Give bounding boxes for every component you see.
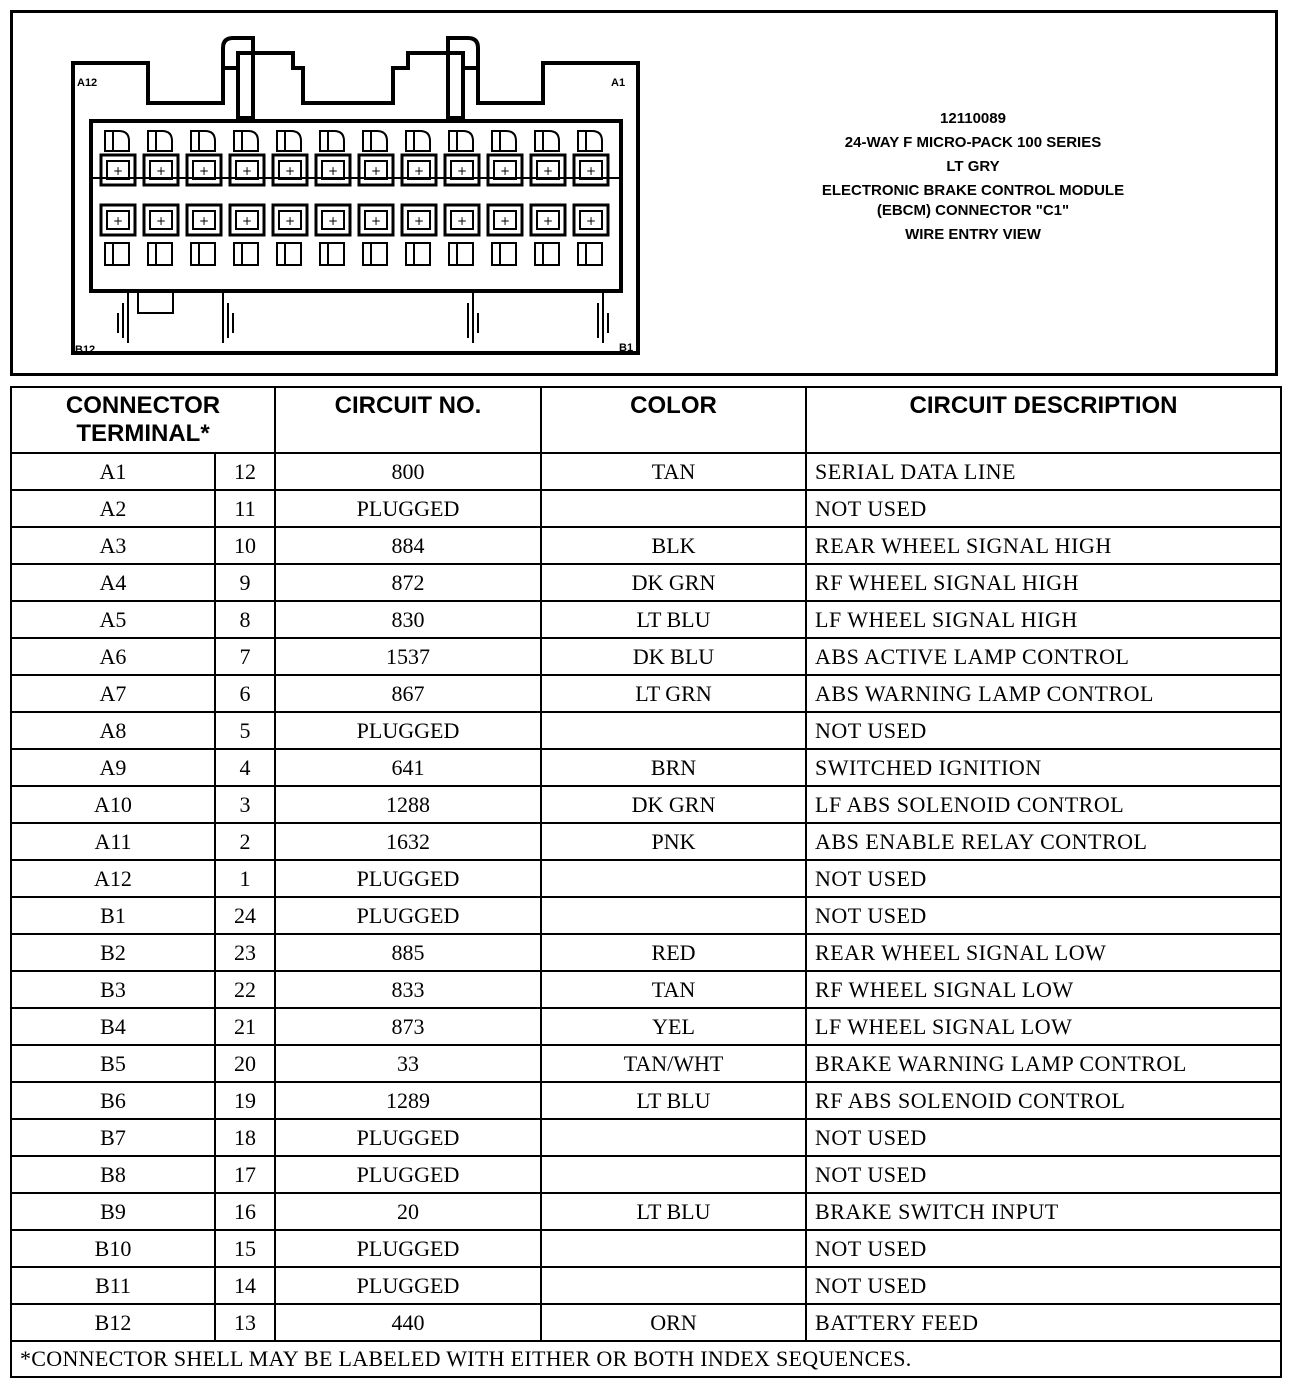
cell-index: 12 <box>215 453 275 490</box>
latch-window <box>363 243 387 265</box>
cell-circuit: PLUGGED <box>275 897 541 934</box>
cell-description: NOT USED <box>806 490 1281 527</box>
terminal-cavity-row-b <box>488 205 522 235</box>
cell-terminal: B12 <box>11 1304 215 1341</box>
cell-terminal: A8 <box>11 712 215 749</box>
latch-window <box>578 243 602 265</box>
table-row <box>11 1119 1281 1156</box>
pinout-table <box>10 386 1282 1378</box>
cell-color <box>541 1230 806 1267</box>
cell-description: RF WHEEL SIGNAL LOW <box>806 971 1281 1008</box>
table-row <box>11 1156 1281 1193</box>
connector-face-diagram <box>63 33 663 373</box>
terminal-cavity-row-a <box>402 155 436 185</box>
cell-description: NOT USED <box>806 712 1281 749</box>
cell-terminal: B11 <box>11 1267 215 1304</box>
cell-terminal: B9 <box>11 1193 215 1230</box>
cell-circuit: 833 <box>275 971 541 1008</box>
cell-circuit: PLUGGED <box>275 712 541 749</box>
cell-terminal: B7 <box>11 1119 215 1156</box>
cell-color: BRN <box>541 749 806 786</box>
cell-index: 11 <box>215 490 275 527</box>
cell-color <box>541 897 806 934</box>
svg-text:+: + <box>413 214 425 228</box>
cell-color <box>541 1119 806 1156</box>
cell-color: DK GRN <box>541 564 806 601</box>
cell-index: 18 <box>215 1119 275 1156</box>
corner-label-top-right: A1 <box>611 77 626 89</box>
foot-left <box>118 291 233 343</box>
latch-window <box>234 243 258 265</box>
cell-color: DK GRN <box>541 786 806 823</box>
cell-terminal: B8 <box>11 1156 215 1193</box>
cell-description: SERIAL DATA LINE <box>806 453 1281 490</box>
svg-text:+: + <box>327 164 339 178</box>
cell-terminal: B4 <box>11 1008 215 1045</box>
svg-text:+: + <box>499 214 511 228</box>
cell-circuit: PLUGGED <box>275 860 541 897</box>
table-row <box>11 934 1281 971</box>
table-row <box>11 823 1281 860</box>
svg-text:+: + <box>155 214 167 228</box>
latch-window <box>277 131 301 151</box>
cell-description: NOT USED <box>806 860 1281 897</box>
terminal-cavity-row-a <box>445 155 479 185</box>
cell-circuit: 873 <box>275 1008 541 1045</box>
cell-circuit: 872 <box>275 564 541 601</box>
terminal-cavity-row-a <box>531 155 565 185</box>
cell-description: NOT USED <box>806 1267 1281 1304</box>
cell-terminal: A1 <box>11 453 215 490</box>
cell-color <box>541 1267 806 1304</box>
connector-name-line1: ELECTRONIC BRAKE CONTROL MODULE <box>821 182 1125 199</box>
cell-description: BRAKE WARNING LAMP CONTROL <box>806 1045 1281 1082</box>
terminal-cavity-row-b <box>187 205 221 235</box>
cell-color: DK BLU <box>541 638 806 675</box>
svg-text:+: + <box>327 214 339 228</box>
terminal-cavity-row-a <box>187 155 221 185</box>
cell-circuit: 884 <box>275 527 541 564</box>
cell-index: 5 <box>215 712 275 749</box>
cell-color <box>541 860 806 897</box>
table-row <box>11 786 1281 823</box>
cell-color: LT GRN <box>541 675 806 712</box>
cell-color: TAN/WHT <box>541 1045 806 1082</box>
svg-text:+: + <box>585 164 597 178</box>
cell-circuit: PLUGGED <box>275 1267 541 1304</box>
cell-terminal: A7 <box>11 675 215 712</box>
cell-index: 24 <box>215 897 275 934</box>
latch-window <box>234 131 258 151</box>
svg-text:+: + <box>456 164 468 178</box>
foot-tab-left <box>138 291 173 313</box>
terminal-cavity-row-b <box>574 205 608 235</box>
cell-color <box>541 490 806 527</box>
terminal-cavity-row-b <box>359 205 393 235</box>
cell-description: NOT USED <box>806 1119 1281 1156</box>
cell-color: LT BLU <box>541 1082 806 1119</box>
cell-index: 20 <box>215 1045 275 1082</box>
table-row <box>11 1082 1281 1119</box>
table-row <box>11 897 1281 934</box>
terminal-cavity-row-a <box>359 155 393 185</box>
cell-circuit: 1537 <box>275 638 541 675</box>
cell-index: 10 <box>215 527 275 564</box>
cell-description: LF WHEEL SIGNAL HIGH <box>806 601 1281 638</box>
cell-color: PNK <box>541 823 806 860</box>
cell-terminal: A12 <box>11 860 215 897</box>
cell-terminal: A5 <box>11 601 215 638</box>
cell-color: TAN <box>541 971 806 1008</box>
table-row <box>11 1304 1281 1341</box>
corner-label-bottom-right: B1 <box>619 342 634 354</box>
cell-circuit: 830 <box>275 601 541 638</box>
connector-info <box>773 109 1173 249</box>
cell-index: 8 <box>215 601 275 638</box>
cell-color: LT BLU <box>541 601 806 638</box>
latch-window <box>406 131 430 151</box>
svg-text:+: + <box>284 164 296 178</box>
cell-terminal: A10 <box>11 786 215 823</box>
table-row <box>11 1230 1281 1267</box>
cell-description: ABS ACTIVE LAMP CONTROL <box>806 638 1281 675</box>
cell-terminal: B1 <box>11 897 215 934</box>
cell-index: 16 <box>215 1193 275 1230</box>
cell-color: TAN <box>541 453 806 490</box>
table-row <box>11 860 1281 897</box>
svg-text:+: + <box>370 214 382 228</box>
cell-index: 17 <box>215 1156 275 1193</box>
latch-window <box>406 243 430 265</box>
latch-window <box>148 243 172 265</box>
cell-index: 3 <box>215 786 275 823</box>
cell-terminal: B2 <box>11 934 215 971</box>
footnote: *CONNECTOR SHELL MAY BE LABELED WITH EITHER OR BOTH INDEX SEQUENCES. <box>11 1341 1281 1377</box>
cell-color: ORN <box>541 1304 806 1341</box>
latch-window <box>148 131 172 151</box>
table-row <box>11 1193 1281 1230</box>
cell-circuit: 1632 <box>275 823 541 860</box>
cell-description: NOT USED <box>806 1156 1281 1193</box>
cell-description: ABS WARNING LAMP CONTROL <box>806 675 1281 712</box>
cell-index: 9 <box>215 564 275 601</box>
svg-text:+: + <box>413 164 425 178</box>
table-row <box>11 564 1281 601</box>
table-row <box>11 675 1281 712</box>
foot-right <box>468 291 608 343</box>
svg-text:+: + <box>284 214 296 228</box>
cell-circuit: PLUGGED <box>275 1119 541 1156</box>
cell-description: NOT USED <box>806 1230 1281 1267</box>
corner-label-bottom-left: B12 <box>75 344 96 356</box>
latch-window <box>492 243 516 265</box>
latch-window <box>535 243 559 265</box>
table-row <box>11 1045 1281 1082</box>
cell-circuit: PLUGGED <box>275 1230 541 1267</box>
table-row <box>11 638 1281 675</box>
latch-window <box>449 131 473 151</box>
cell-terminal: A2 <box>11 490 215 527</box>
connector-panel <box>10 10 1278 376</box>
cell-description: REAR WHEEL SIGNAL LOW <box>806 934 1281 971</box>
latch-window <box>191 243 215 265</box>
terminal-cavity-row-a <box>574 155 608 185</box>
cell-terminal: A6 <box>11 638 215 675</box>
terminal-cavity-row-b <box>230 205 264 235</box>
latch-window <box>578 131 602 151</box>
header-color: COLOR <box>541 387 806 453</box>
terminal-cavity-row-a <box>230 155 264 185</box>
svg-text:+: + <box>155 164 167 178</box>
cell-circuit: 1288 <box>275 786 541 823</box>
cell-index: 2 <box>215 823 275 860</box>
cell-circuit: 20 <box>275 1193 541 1230</box>
table-row <box>11 712 1281 749</box>
svg-text:+: + <box>456 214 468 228</box>
latch-window <box>363 131 387 151</box>
latch-window <box>320 243 344 265</box>
svg-text:+: + <box>241 164 253 178</box>
cell-circuit: 33 <box>275 1045 541 1082</box>
cell-description: REAR WHEEL SIGNAL HIGH <box>806 527 1281 564</box>
cell-color <box>541 712 806 749</box>
svg-text:+: + <box>499 164 511 178</box>
latch-window <box>277 243 301 265</box>
cell-terminal: A11 <box>11 823 215 860</box>
cell-terminal: A9 <box>11 749 215 786</box>
header-terminal: CONNECTOR TERMINAL* <box>11 387 275 453</box>
cell-description: LF WHEEL SIGNAL LOW <box>806 1008 1281 1045</box>
cell-terminal: A4 <box>11 564 215 601</box>
table-row <box>11 601 1281 638</box>
cell-circuit: 885 <box>275 934 541 971</box>
cell-circuit: PLUGGED <box>275 490 541 527</box>
cell-description: LF ABS SOLENOID CONTROL <box>806 786 1281 823</box>
cell-color: BLK <box>541 527 806 564</box>
connector-shell-outline <box>73 53 638 353</box>
cell-description: RF ABS SOLENOID CONTROL <box>806 1082 1281 1119</box>
cell-description: SWITCHED IGNITION <box>806 749 1281 786</box>
terminal-cavity-row-b <box>101 205 135 235</box>
table-row <box>11 490 1281 527</box>
svg-text:+: + <box>585 214 597 228</box>
table-row <box>11 749 1281 786</box>
header-row <box>11 387 1281 453</box>
cell-index: 23 <box>215 934 275 971</box>
svg-text:+: + <box>370 164 382 178</box>
cell-description: ABS ENABLE RELAY CONTROL <box>806 823 1281 860</box>
terminal-cavity-row-b <box>144 205 178 235</box>
latch-window <box>535 131 559 151</box>
cell-index: 22 <box>215 971 275 1008</box>
cell-index: 6 <box>215 675 275 712</box>
corner-label-top-left: A12 <box>77 77 98 89</box>
terminal-cavity-row-a <box>488 155 522 185</box>
latch-window <box>492 131 516 151</box>
cell-description: BATTERY FEED <box>806 1304 1281 1341</box>
part-number: 12110089 <box>940 110 1006 127</box>
cell-color: RED <box>541 934 806 971</box>
cell-terminal: B6 <box>11 1082 215 1119</box>
terminal-cavity-row-a <box>144 155 178 185</box>
svg-text:+: + <box>542 214 554 228</box>
cell-circuit: 800 <box>275 453 541 490</box>
table-row <box>11 1008 1281 1045</box>
table-row <box>11 453 1281 490</box>
terminal-cavities <box>101 131 608 265</box>
latch-window <box>449 243 473 265</box>
svg-text:+: + <box>241 214 253 228</box>
cell-index: 7 <box>215 638 275 675</box>
svg-text:+: + <box>542 164 554 178</box>
view-label: WIRE ENTRY VIEW <box>905 226 1041 243</box>
terminal-cavity-row-b <box>273 205 307 235</box>
cell-color: YEL <box>541 1008 806 1045</box>
cell-index: 19 <box>215 1082 275 1119</box>
cell-circuit: 1289 <box>275 1082 541 1119</box>
cell-index: 13 <box>215 1304 275 1341</box>
terminal-cavity-row-a <box>101 155 135 185</box>
cell-color: LT BLU <box>541 1193 806 1230</box>
table-row <box>11 1267 1281 1304</box>
header-description: CIRCUIT DESCRIPTION <box>806 387 1281 453</box>
connector-name-line2: (EBCM) CONNECTOR "C1" <box>876 202 1070 219</box>
svg-text:+: + <box>112 164 124 178</box>
cell-index: 15 <box>215 1230 275 1267</box>
terminal-cavity-row-b <box>445 205 479 235</box>
footnote-row <box>11 1341 1281 1377</box>
svg-text:+: + <box>112 214 124 228</box>
latch-left <box>223 38 253 118</box>
cell-circuit: 641 <box>275 749 541 786</box>
terminal-cavity-row-b <box>531 205 565 235</box>
cell-description: RF WHEEL SIGNAL HIGH <box>806 564 1281 601</box>
latch-window <box>191 131 215 151</box>
cell-terminal: B5 <box>11 1045 215 1082</box>
terminal-cavity-row-b <box>316 205 350 235</box>
cell-description: BRAKE SWITCH INPUT <box>806 1193 1281 1230</box>
terminal-cavity-row-a <box>273 155 307 185</box>
table-row <box>11 527 1281 564</box>
latch-right <box>448 38 478 118</box>
cell-index: 1 <box>215 860 275 897</box>
cell-circuit: PLUGGED <box>275 1156 541 1193</box>
cell-terminal: B3 <box>11 971 215 1008</box>
cell-terminal: A3 <box>11 527 215 564</box>
terminal-cavity-row-b <box>402 205 436 235</box>
svg-text:+: + <box>198 164 210 178</box>
cell-index: 4 <box>215 749 275 786</box>
connector-color: LT GRY <box>946 158 1000 175</box>
cell-description: NOT USED <box>806 897 1281 934</box>
cell-index: 21 <box>215 1008 275 1045</box>
terminal-cavity-row-a <box>316 155 350 185</box>
latch-window <box>320 131 344 151</box>
cell-index: 14 <box>215 1267 275 1304</box>
cell-circuit: 867 <box>275 675 541 712</box>
latch-window <box>105 243 129 265</box>
latch-window <box>105 131 129 151</box>
cell-color <box>541 1156 806 1193</box>
header-circuit: CIRCUIT NO. <box>275 387 541 453</box>
cell-circuit: 440 <box>275 1304 541 1341</box>
table-row <box>11 971 1281 1008</box>
connector-type: 24-WAY F MICRO-PACK 100 SERIES <box>844 134 1102 151</box>
svg-text:+: + <box>198 214 210 228</box>
cell-terminal: B10 <box>11 1230 215 1267</box>
